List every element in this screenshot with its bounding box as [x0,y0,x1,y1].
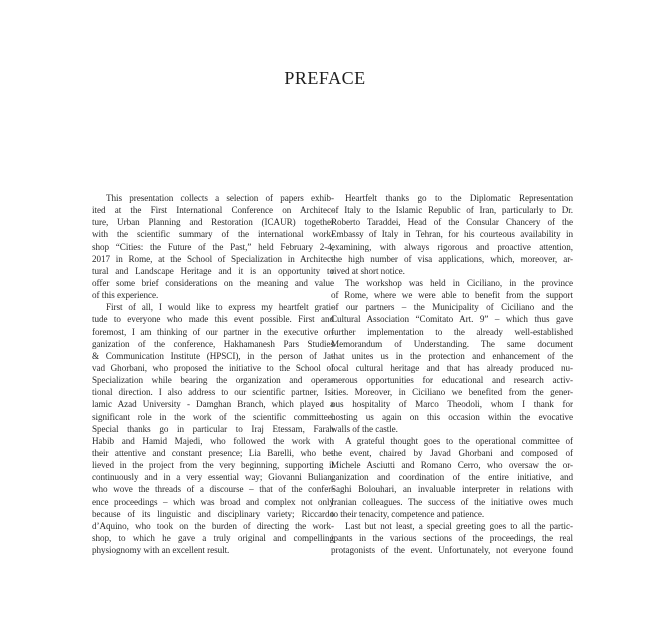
text-line: & Communication Institute (HPSCI), in the person of Ja- [92,350,334,361]
text-line: because of its linguistic and disciplinary variety; Riccardo [92,508,334,519]
text-line: tural and Landscape Heritage and it is an opportunity to [92,265,334,276]
text-line: Cultural Association “Comitato Art. 9” – which thus gave [331,314,573,325]
text-line: Memorandum of Understanding. The same document [331,338,573,349]
text-line: foremost, I am thinking of our partner in the executive or- [92,326,334,337]
text-line: rived at short notice. [331,265,405,276]
left-text-column [92,192,334,556]
text-line: of this experience. [92,290,159,301]
text-line: tional direction. I also address to our scientific partner, Is- [92,387,334,398]
text-line: Embassy of Italy in Tehran, for his courteous availability in [331,229,573,240]
text-line: offer some brief considerations on the meaning and value [92,277,334,288]
text-line: Heartfelt thanks go to the Diplomatic Representation [345,193,573,203]
text-line: Roberto Taraddei, Head of the Consular Chancery of the [331,217,573,228]
text-line: their attentive and constant presence; Lia Barelli, who be- [92,447,334,458]
text-line: with the scientific summary of the international work- [92,229,334,240]
text-line: continuously and in a very essential way; Giovanni Bulian, [92,472,334,483]
text-line: A grateful thought goes to the operational committee of [345,435,573,446]
text-line: protagonists of the event. Unfortunately, not everyone found [331,545,573,556]
right-text-column [331,192,573,556]
text-line: First of all, I would like to express my heartfelt grati- [106,302,334,313]
text-line: The workshop was held in Ciciliano, in the province [345,277,573,288]
text-line: ganization of the conference, Hakhamanesh Pars Studies [92,338,334,349]
text-line: tude to everyone who made this event possible. First and [92,314,334,325]
text-line: ence proceedings – which was broad and complex not only [92,496,334,507]
text-line: d’Aquino, who took on the burden of directing the work- [92,520,334,531]
text-line: shop “Cities: the Future of the Past,” held February 2-4, [92,241,334,252]
text-line: lieved in the project from the very beginning, supporting it [92,460,334,471]
text-line: Special thanks go in particular to Iraj Etessam, Farah [92,423,334,434]
text-line: who wove the threads of a discourse – that of the confer- [92,484,334,495]
text-line: Iranian colleagues. The success of the initiative owes much [331,496,573,507]
text-line: of our partners – the Municipality of Ciciliano and the [331,302,573,313]
text-line: ganization and coordination of the entire initiative, and [331,472,573,483]
text-line: significant role in the work of the scientific committee. [92,411,334,422]
text-line: shop, to which he gave a truly original and compelling [92,532,334,543]
text-line: This presentation collects a selection of papers exhib- [106,193,334,203]
text-line: 2017 in Rome, at the School of Specialization in Architec- [92,253,334,264]
text-line: walls of the castle. [331,423,398,434]
text-line: ipants in the various sections of the proceedings, the real [331,532,573,543]
text-line: lamic Azad University - Damghan Branch, which played a [92,399,334,410]
text-line: further implementation to the already well-established [331,326,573,337]
text-line: ited at the First International Conference on Architec- [92,205,334,216]
text-line: ities. Moreover, in Ciciliano we benefited from the gener- [331,387,573,398]
text-line: Habib and Hamid Majedi, who followed the work with [92,435,334,446]
text-line: that unites us in the protection and enhancement of the [331,350,573,361]
text-line: local cultural heritage and that has already produced nu- [331,362,573,373]
text-line: of Italy to the Islamic Republic of Iran, particularly to Dr. [331,205,573,216]
text-line: Specialization while bearing the organization and opera- [92,375,334,386]
text-line: the event, chaired by Javad Ghorbani and composed of [331,447,573,458]
text-line: the high number of visa applications, which, moreover, ar- [331,253,573,264]
page-title: PREFACE [284,68,366,88]
text-line: hosting us again on this occasion within the evocative [331,411,573,422]
text-line: physiognomy with an excellent result. [92,545,230,556]
text-line: Michele Asciutti and Romano Cerro, who oversaw the or- [331,460,573,471]
text-line: vad Ghorbani, who proposed the initiative to the School of [92,362,334,373]
text-line: to their tenacity, competence and patience. [331,508,485,519]
text-line: ture, Urban Planning and Restoration (ICAUR) together [92,217,334,228]
text-line: Last but not least, a special greeting goes to all the partic- [345,520,573,531]
text-line: examining, with always rigorous and proactive attention, [331,241,573,252]
text-line: of Rome, where we were able to benefit from the support [331,290,573,301]
text-line: ous hospitality of Marco Theodoli, whom I thank for [331,399,573,410]
text-line: Saghi Bolouhari, an invaluable interpreter in relations with [331,484,573,495]
text-line: merous opportunities for educational and research activ- [331,375,573,386]
